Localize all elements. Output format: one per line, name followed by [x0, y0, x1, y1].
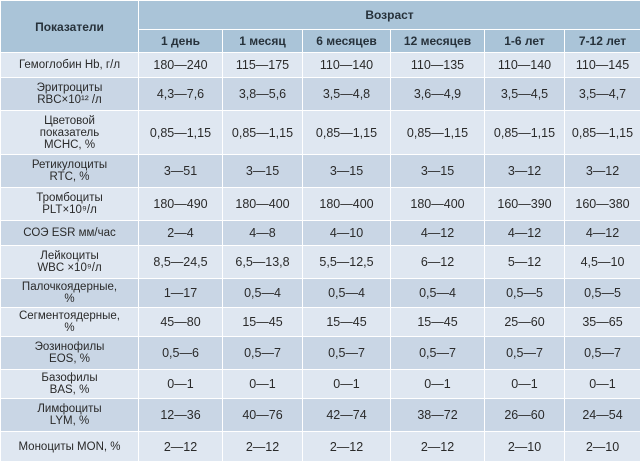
value-cell: 115—175: [223, 53, 303, 78]
row-label-line: EOS, %: [49, 353, 90, 365]
value-cell: 3—12: [565, 155, 640, 188]
value-cell: 3,6—4,9: [391, 78, 485, 111]
value-cell: 0,85—1,15: [391, 111, 485, 155]
value-cell: 4—10: [303, 221, 391, 246]
value-cell: 0—1: [485, 370, 565, 399]
value-cell: 180—490: [139, 188, 223, 221]
value-cell: 5—12: [485, 246, 565, 279]
header-age-group: 6 месяцев: [303, 30, 391, 53]
value-cell: 180—400: [223, 188, 303, 221]
row-label: [1, 155, 139, 188]
value-cell: 180—400: [391, 188, 485, 221]
row-label-line: СОЭ ESR мм/час: [23, 227, 116, 239]
value-cell: 0,85—1,15: [223, 111, 303, 155]
header-age-group: 7-12 лет: [565, 30, 640, 53]
value-cell: 0—1: [391, 370, 485, 399]
value-cell: 2—12: [223, 432, 303, 462]
value-cell: 3,8—5,6: [223, 78, 303, 111]
row-label: [1, 246, 139, 279]
value-cell: 0,85—1,15: [485, 111, 565, 155]
table-row: [1, 155, 640, 188]
header-age-group: 12 месяцев: [391, 30, 485, 53]
row-label-line: Гемоглобин Hb, г/л: [18, 59, 121, 71]
value-cell: 3—15: [223, 155, 303, 188]
value-cell: 2—10: [485, 432, 565, 462]
table-row: [1, 279, 640, 308]
header-age: Возраст: [139, 1, 640, 30]
row-label-line: Ретикулоциты: [31, 159, 108, 171]
row-label-line: WBC ×10⁹/л: [37, 262, 102, 274]
row-label-line: RBC×10¹² /л: [37, 94, 102, 106]
value-cell: 0,5—4: [391, 279, 485, 308]
value-cell: 180—400: [303, 188, 391, 221]
row-label-line: Сегментоядерные,: [18, 310, 121, 322]
value-cell: 0—1: [139, 370, 223, 399]
value-cell: 45—80: [139, 308, 223, 337]
value-cell: 3—12: [485, 155, 565, 188]
value-cell: 110—135: [391, 53, 485, 78]
value-cell: 2—4: [139, 221, 223, 246]
value-cell: 0,5—4: [223, 279, 303, 308]
value-cell: 110—140: [485, 53, 565, 78]
value-cell: 0—1: [303, 370, 391, 399]
row-label: [1, 308, 139, 337]
table-row: [1, 53, 640, 78]
value-cell: 15—45: [223, 308, 303, 337]
value-cell: 35—65: [565, 308, 640, 337]
table-row: [1, 246, 640, 279]
row-label-line: %: [64, 322, 75, 334]
value-cell: 2—12: [139, 432, 223, 462]
value-cell: 5,5—12,5: [303, 246, 391, 279]
value-cell: 3—15: [303, 155, 391, 188]
row-label: [1, 111, 139, 155]
table-row: [1, 221, 640, 246]
value-cell: 0,85—1,15: [565, 111, 640, 155]
value-cell: 26—60: [485, 399, 565, 432]
value-cell: 3,5—4,5: [485, 78, 565, 111]
table-row: [1, 188, 640, 221]
value-cell: 3,5—4,7: [565, 78, 640, 111]
value-cell: 110—145: [565, 53, 640, 78]
value-cell: 15—45: [391, 308, 485, 337]
value-cell: 0,85—1,15: [303, 111, 391, 155]
header-indicators: Показатели: [1, 1, 139, 53]
value-cell: 0,5—7: [565, 337, 640, 370]
value-cell: 4—8: [223, 221, 303, 246]
value-cell: 0,5—7: [485, 337, 565, 370]
value-cell: 0,5—5: [565, 279, 640, 308]
row-label-line: Цветовой: [44, 114, 95, 127]
value-cell: 12—36: [139, 399, 223, 432]
value-cell: 110—140: [303, 53, 391, 78]
value-cell: 0,5—7: [223, 337, 303, 370]
row-label: [1, 432, 139, 462]
value-cell: 6,5—13,8: [223, 246, 303, 279]
row-label-line: MCHC, %: [43, 138, 96, 151]
value-cell: 0,5—7: [391, 337, 485, 370]
value-cell: 40—76: [223, 399, 303, 432]
row-label: [1, 188, 139, 221]
header-age-group: 1 день: [139, 30, 223, 53]
row-label: [1, 78, 139, 111]
value-cell: 3—51: [139, 155, 223, 188]
row-label-line: Эозинофилы: [34, 341, 105, 353]
row-label-line: Эритроциты: [36, 82, 103, 94]
value-cell: 160—390: [485, 188, 565, 221]
table-row: [1, 337, 640, 370]
table-row: [1, 370, 640, 399]
value-cell: 6—12: [391, 246, 485, 279]
row-label-line: показатель: [39, 126, 100, 139]
row-label: [1, 399, 139, 432]
value-cell: 42—74: [303, 399, 391, 432]
value-cell: 1—17: [139, 279, 223, 308]
value-cell: 4—12: [391, 221, 485, 246]
table-row: [1, 308, 640, 337]
value-cell: 0—1: [565, 370, 640, 399]
value-cell: 0,5—6: [139, 337, 223, 370]
row-label: [1, 53, 139, 78]
value-cell: 4,3—7,6: [139, 78, 223, 111]
row-label: [1, 279, 139, 308]
table-body: [1, 53, 640, 462]
value-cell: 3—15: [391, 155, 485, 188]
value-cell: 160—380: [565, 188, 640, 221]
value-cell: 8,5—24,5: [139, 246, 223, 279]
row-label-line: RTC, %: [49, 171, 90, 183]
row-label: [1, 370, 139, 399]
row-label-line: Моноциты MON, %: [18, 440, 121, 453]
value-cell: 24—54: [565, 399, 640, 432]
value-cell: 0,85—1,15: [139, 111, 223, 155]
table-row: [1, 399, 640, 432]
row-label: [1, 221, 139, 246]
value-cell: 15—45: [303, 308, 391, 337]
value-cell: 0,5—5: [485, 279, 565, 308]
value-cell: 180—240: [139, 53, 223, 78]
value-cell: 0,5—4: [303, 279, 391, 308]
value-cell: 2—12: [391, 432, 485, 462]
row-label-line: Базофилы: [41, 372, 98, 384]
value-cell: 2—10: [565, 432, 640, 462]
value-cell: 4,5—10: [565, 246, 640, 279]
value-cell: 4—12: [485, 221, 565, 246]
value-cell: 2—12: [303, 432, 391, 462]
table-row: [1, 111, 640, 155]
table-row: [1, 432, 640, 462]
row-label-line: Тромбоциты: [36, 192, 103, 204]
row-label-line: Лейкоциты: [40, 250, 99, 262]
row-label-line: %: [64, 293, 75, 305]
row-label-line: Палочкоядерные,: [21, 281, 118, 293]
row-label-line: PLT×10⁹/л: [42, 204, 97, 216]
value-cell: 25—60: [485, 308, 565, 337]
table-row: [1, 78, 640, 111]
row-label-line: LYM, %: [49, 415, 90, 427]
header-age-group: 1 месяц: [223, 30, 303, 53]
row-label-line: BAS, %: [49, 384, 90, 396]
value-cell: 3,5—4,8: [303, 78, 391, 111]
value-cell: 4—12: [565, 221, 640, 246]
value-cell: 38—72: [391, 399, 485, 432]
value-cell: 0—1: [223, 370, 303, 399]
header-age-group: 1-6 лет: [485, 30, 565, 53]
row-label: [1, 337, 139, 370]
value-cell: 0,5—7: [303, 337, 391, 370]
row-label-line: Лимфоциты: [37, 403, 102, 415]
